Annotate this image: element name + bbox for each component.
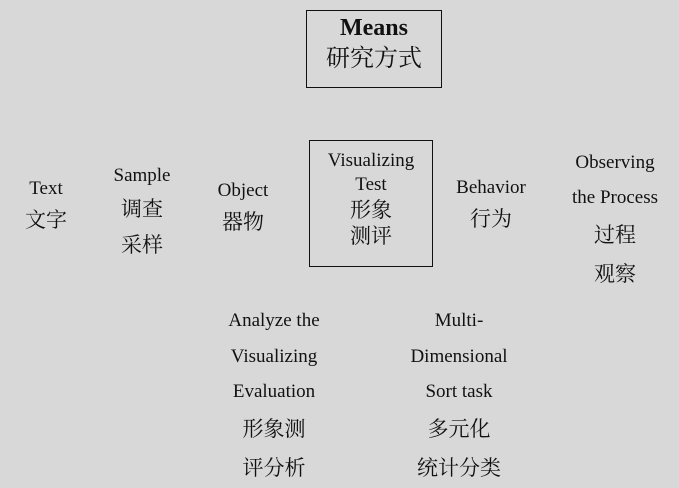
center-line: Visualizing: [327, 150, 415, 171]
node-process-en: Observing: [575, 152, 655, 173]
center-box-visualizing-test: [309, 140, 433, 267]
node-process-zh: 观察: [594, 261, 636, 286]
node-process-en: the Process: [571, 187, 658, 209]
node-analyze-zh: 形象测: [242, 416, 306, 441]
node-object-en: Object: [217, 180, 269, 201]
node-object-zh: 器物: [222, 210, 264, 235]
node-multi-zh: 统计分类: [417, 455, 501, 480]
node-behavior-en: Behavior: [456, 177, 526, 198]
node-analyze-evaluation: [212, 303, 336, 488]
node-behavior: [448, 173, 534, 237]
node-multi-en: Dimensional: [410, 345, 508, 367]
node-process-zh: 过程: [594, 222, 636, 247]
node-object: [206, 176, 280, 240]
node-multi-en: Sort task: [425, 381, 493, 403]
title-en: Means: [340, 15, 408, 41]
node-multi-en: Multi-: [434, 310, 484, 331]
node-sample: [100, 160, 184, 264]
node-analyze-en: Evaluation: [232, 381, 316, 403]
node-observing-process: [556, 145, 674, 294]
node-behavior-zh: 行为: [470, 207, 512, 232]
center-line: 测评: [350, 223, 392, 248]
center-line: 形象: [350, 197, 392, 222]
node-analyze-en: Analyze the: [228, 310, 320, 331]
node-text-zh: 文字: [25, 208, 67, 233]
title-box: [306, 10, 442, 88]
node-sample-zh: 采样: [121, 232, 163, 257]
node-sample-en: Sample: [113, 165, 171, 186]
title-zh: 研究方式: [326, 43, 422, 72]
node-multi-zh: 多元化: [427, 416, 491, 441]
node-text: [16, 174, 76, 238]
node-multidimensional-sort: [396, 303, 522, 488]
node-sample-zh: 调查: [121, 197, 163, 222]
node-analyze-en: Visualizing: [230, 345, 318, 367]
node-analyze-zh: 评分析: [242, 455, 306, 480]
node-text-en: Text: [29, 178, 63, 199]
center-line: Test: [355, 173, 387, 195]
